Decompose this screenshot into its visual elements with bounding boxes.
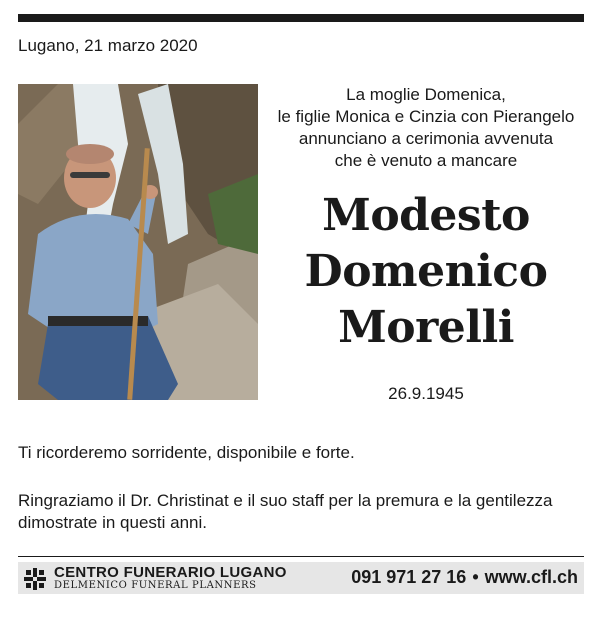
footer-rule <box>18 556 584 557</box>
middle-name: Domenico <box>304 246 548 297</box>
cross-logo-icon <box>24 568 46 590</box>
last-name: Morelli <box>338 302 514 353</box>
phone-number: 091 971 27 16 <box>351 567 467 587</box>
intro-line: annunciano a cerimonia avvenuta <box>298 129 554 148</box>
portrait-photo <box>18 84 258 400</box>
thanks-message <box>18 490 588 534</box>
announcement-intro <box>266 84 586 172</box>
company-name: CENTRO FUNERARIO LUGANO <box>54 564 287 581</box>
place-date: Lugano, 21 marzo 2020 <box>18 36 198 55</box>
intro-line: le figlie Monica e Cinzia con Pierangelo <box>277 107 575 126</box>
separator-dot: • <box>472 567 479 587</box>
company-subtitle: DELMENICO FUNERAL PLANNERS <box>54 580 257 591</box>
contact-info <box>351 567 578 588</box>
intro-line: che è venuto a mancare <box>334 151 518 170</box>
top-rule <box>18 14 584 22</box>
remembrance-message: Ti ricorderemo sorridente, disponibile e forte. <box>18 443 355 462</box>
funeral-home-footer <box>18 562 584 594</box>
website-link[interactable]: www.cfl.ch <box>484 567 578 587</box>
thanks-line: dimostrate in questi anni. <box>18 513 207 532</box>
deceased-name <box>266 188 586 356</box>
intro-line: La moglie Domenica, <box>346 85 506 104</box>
birth-date: 26.9.1945 <box>388 384 464 403</box>
first-name: Modesto <box>322 190 530 241</box>
thanks-line: Ringraziamo il Dr. Christinat e il suo staff per la premura e la gentilezza <box>18 491 553 510</box>
